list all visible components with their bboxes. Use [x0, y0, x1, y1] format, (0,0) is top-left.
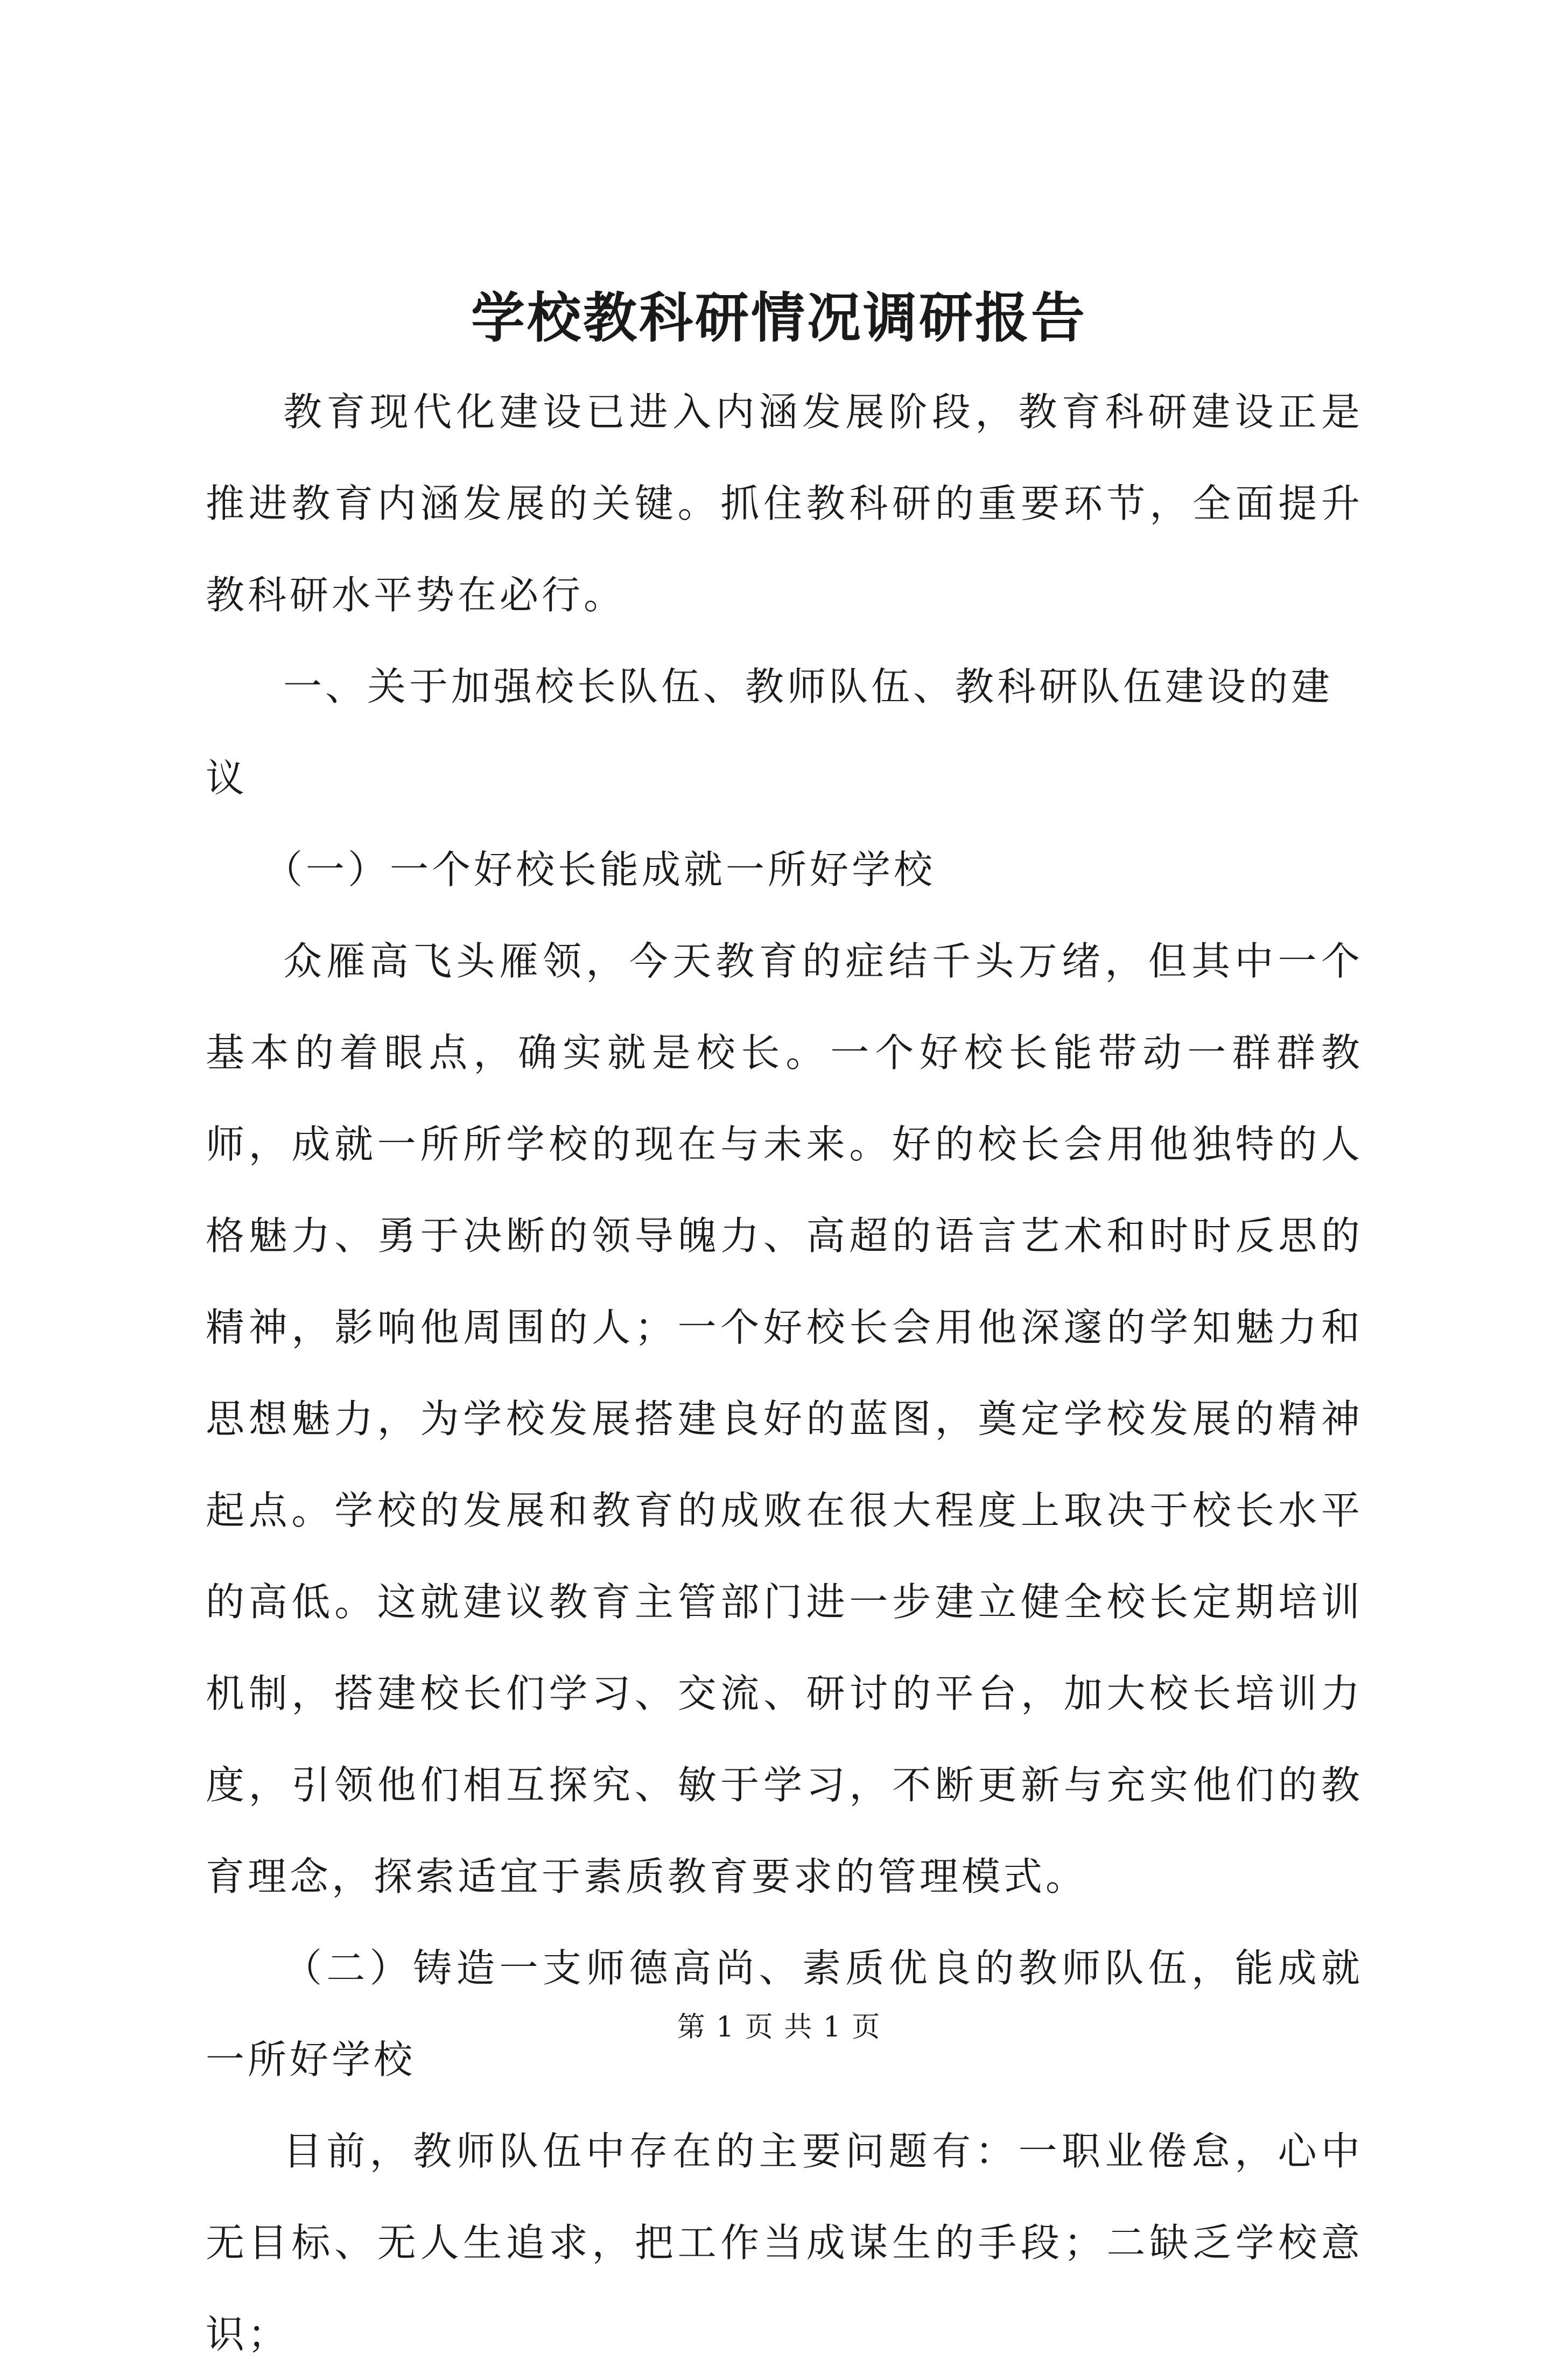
document-body: [206, 366, 1363, 2380]
page-footer: 第 1 页 共 1 页: [677, 2011, 881, 2043]
teacher-issues-paragraph: 目前，教师队伍中存在的主要问题有：一职业倦怠，心中无目标、无人生追求，把工作当成谋生的手段；二缺乏学校意识；: [206, 2129, 1363, 2357]
subsection-heading-2: （二）铸造一支师德高尚、素质优良的教师队伍，能成就一所好学校: [206, 1945, 1363, 2082]
principal-paragraph: 众雁高飞头雁领，今天教育的症结千头万绪，但其中一个基本的着眼点，确实就是校长。一个好校长能带动一群群教师，成就一所所学校的现在与未来。好的校长会用他独特的人格魅力、勇于决断的领导魄力、高超的语言艺术和时时反思的精神，影响他周围的人；一个好校长会用他深邃的学知魅力和思想魅力，为学校发展搭建良好的蓝图，奠定学校发展的精神起点。学校的发展和教育的成败在很大程度上取决于校长水平的高低。这就建议教育主管部门进一步建立健全校长定期培训机制，搭建校长们学习、交流、研讨的平台，加大校长培训力度，引领他们相互探究、敏于学习，不断更新与充实他们的教育理念，探索适宜于素质教育要求的管理模式。: [206, 939, 1363, 1899]
subsection-heading-1: （一）一个好校长能成就一所好学校: [264, 847, 936, 892]
intro-paragraph: 教育现代化建设已进入内涵发展阶段，教育科研建设正是推进教育内涵发展的关键。抓住教科研的重要环节，全面提升教科研水平势在必行。: [206, 389, 1363, 618]
document-title: 学校教科研情况调研报告: [471, 286, 1087, 349]
section-heading-1: 一、关于加强校长队伍、教师队伍、教科研队伍建设的建议: [206, 664, 1334, 801]
